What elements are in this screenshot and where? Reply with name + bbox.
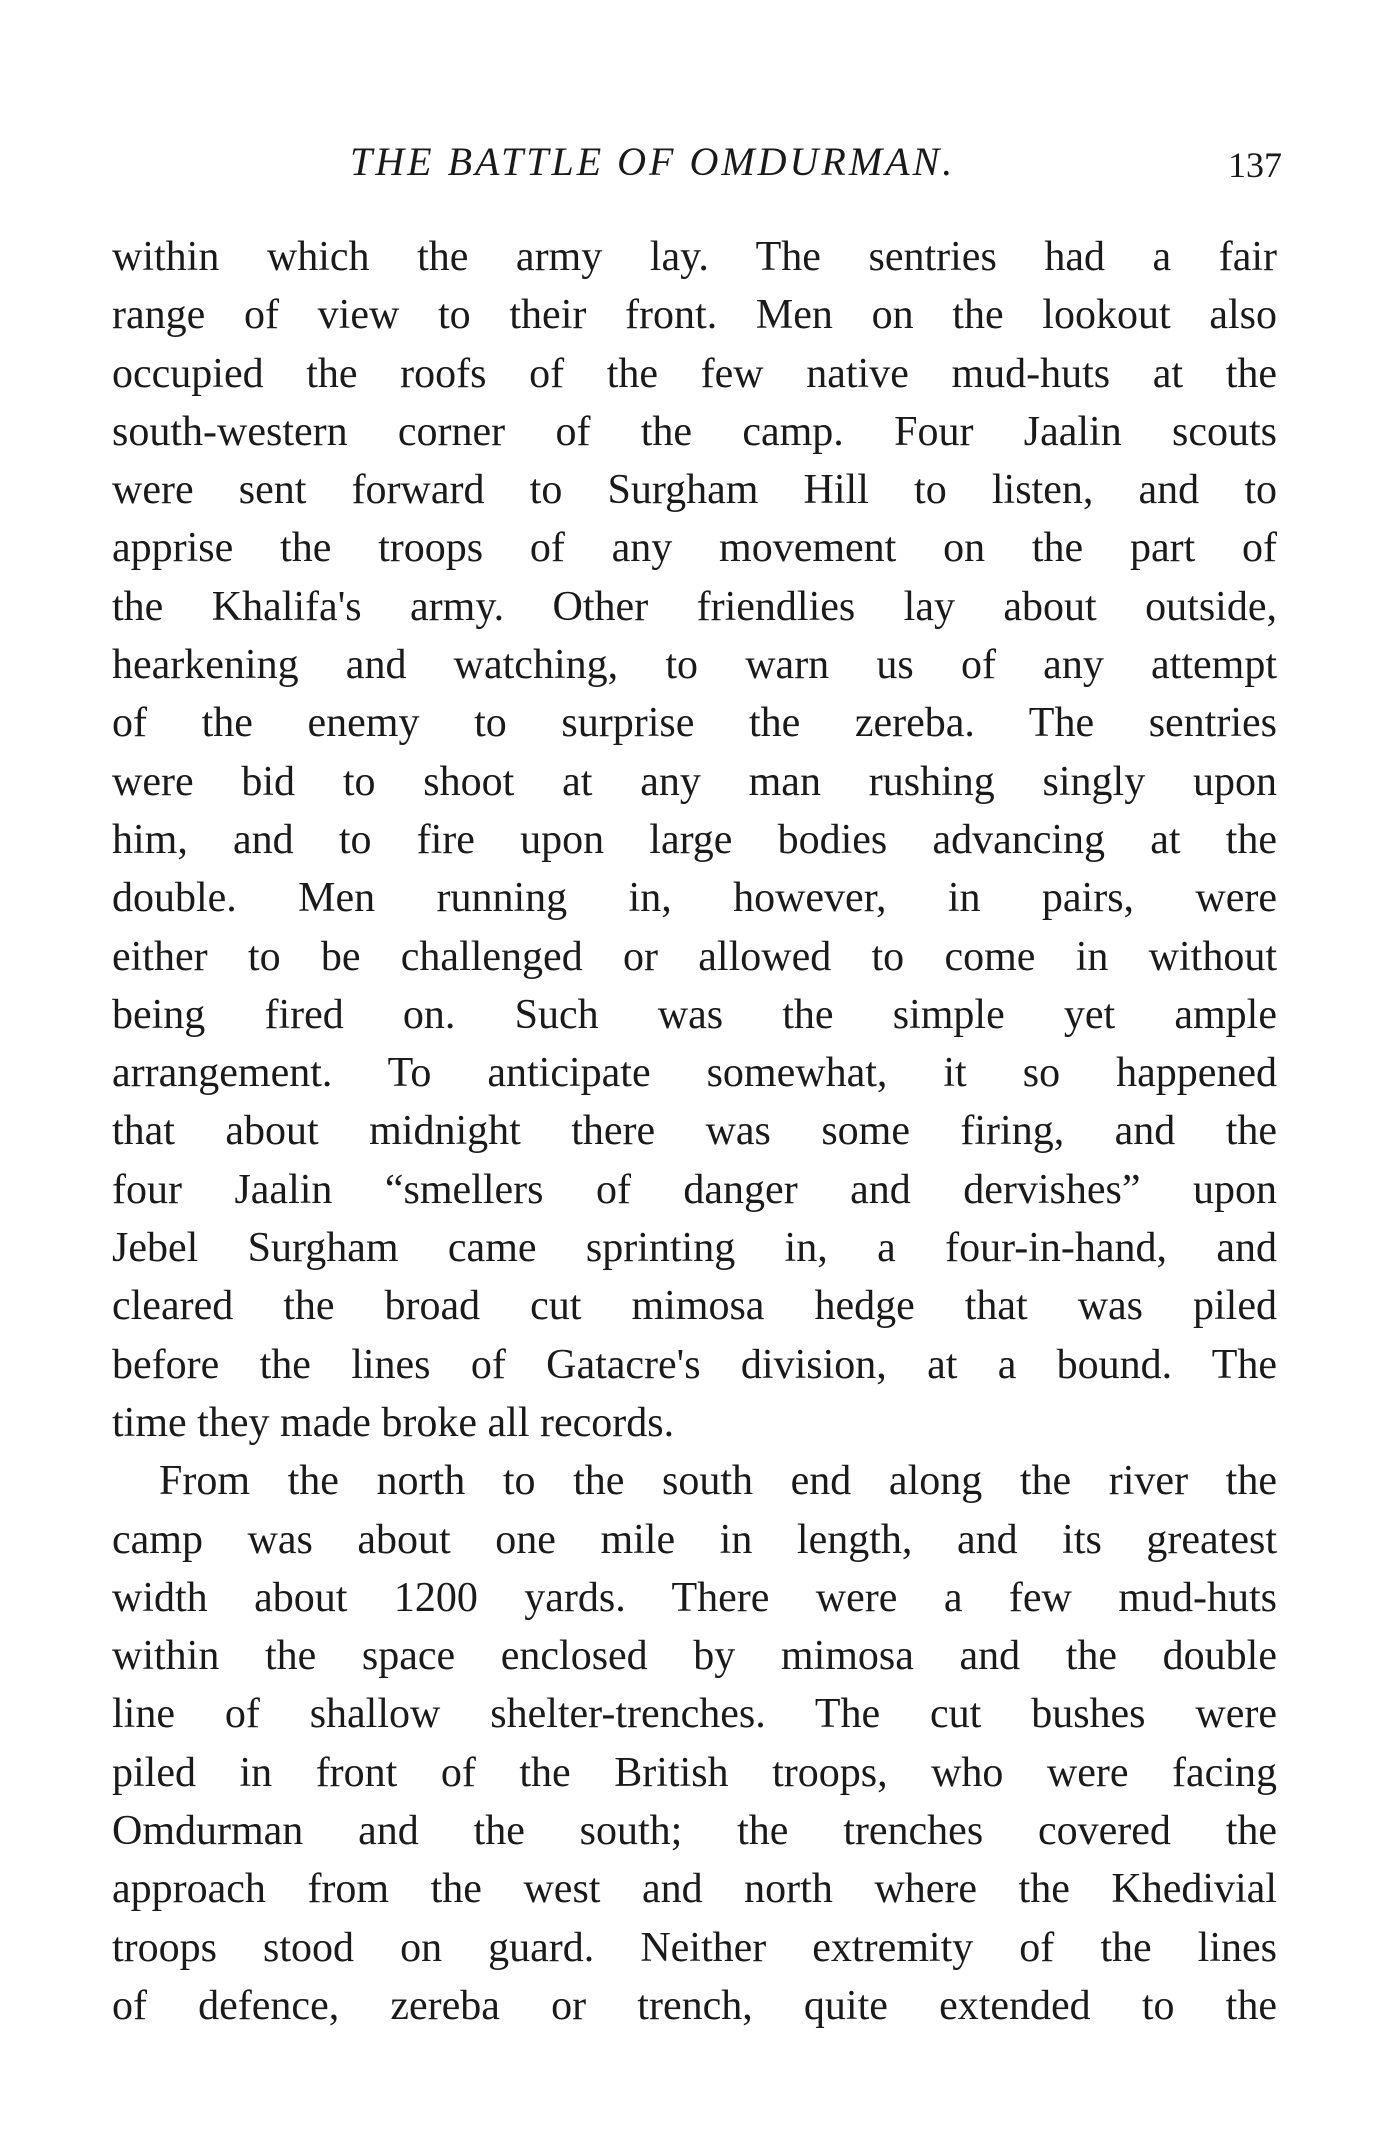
- text-line: four Jaalin “smellers of danger and dervishes” upon: [112, 1166, 1277, 1213]
- text-line: hearkening and watching, to warn us of any attempt: [112, 642, 1277, 689]
- text-line: width about 1200 yards. There were a few mud-huts: [112, 1574, 1277, 1621]
- text-line: were sent forward to Surgham Hill to listen, and to: [112, 467, 1277, 514]
- text-line: piled in front of the British troops, who were facing: [112, 1749, 1277, 1796]
- text-line: apprise the troops of any movement on the part of: [112, 525, 1277, 572]
- running-title: THE BATTLE OF OMDURMAN.: [350, 139, 956, 184]
- text-line: being fired on. Such was the simple yet ample: [112, 991, 1277, 1038]
- page-number: 137: [1228, 145, 1282, 185]
- text-line: time they made broke all records.: [112, 1399, 675, 1446]
- text-line: before the lines of Gatacre's division, at a bound. The: [112, 1341, 1277, 1388]
- text-line: were bid to shoot at any man rushing singly upon: [112, 758, 1277, 805]
- text-line: within the space enclosed by mimosa and the double: [112, 1633, 1277, 1680]
- text-line: line of shallow shelter-trenches. The cut bushes were: [112, 1691, 1277, 1738]
- text-line: Omdurman and the south; the trenches covered the: [112, 1808, 1277, 1855]
- text-line: that about midnight there was some firing, and the: [112, 1108, 1277, 1155]
- text-line: arrangement. To anticipate somewhat, it so happened: [112, 1050, 1277, 1097]
- text-line: range of view to their front. Men on the lookout also: [112, 292, 1277, 339]
- text-line: within which the army lay. The sentries had a fair: [112, 234, 1277, 280]
- text-line: of the enemy to surprise the zereba. The sentries: [112, 700, 1277, 747]
- text-line: south-western corner of the camp. Four Jaalin scouts: [112, 408, 1277, 455]
- text-line: him, and to fire upon large bodies advancing at the: [112, 816, 1277, 863]
- text-line: From the north to the south end along the river the: [159, 1458, 1277, 1505]
- paragraph-2: [112, 1452, 1277, 2035]
- paragraph-1: [112, 228, 1277, 1452]
- text-line: troops stood on guard. Neither extremity of the lines: [112, 1924, 1277, 1971]
- text-line: either to be challenged or allowed to come in without: [112, 933, 1277, 980]
- body-text: [112, 228, 1277, 2035]
- text-line: of defence, zereba or trench, quite extended to the: [112, 1982, 1277, 2029]
- text-line: camp was about one mile in length, and its greatest: [112, 1516, 1277, 1563]
- text-line: approach from the west and north where the Khedivial: [112, 1866, 1277, 1913]
- text-line: cleared the broad cut mimosa hedge that was piled: [112, 1283, 1277, 1330]
- text-line: double. Men running in, however, in pairs, were: [112, 875, 1277, 922]
- text-line: the Khalifa's army. Other friendlies lay about outside,: [112, 583, 1277, 630]
- text-line: Jebel Surgham came sprinting in, a four-in-hand, and: [112, 1225, 1277, 1272]
- text-line: occupied the roofs of the few native mud-huts at the: [112, 350, 1277, 397]
